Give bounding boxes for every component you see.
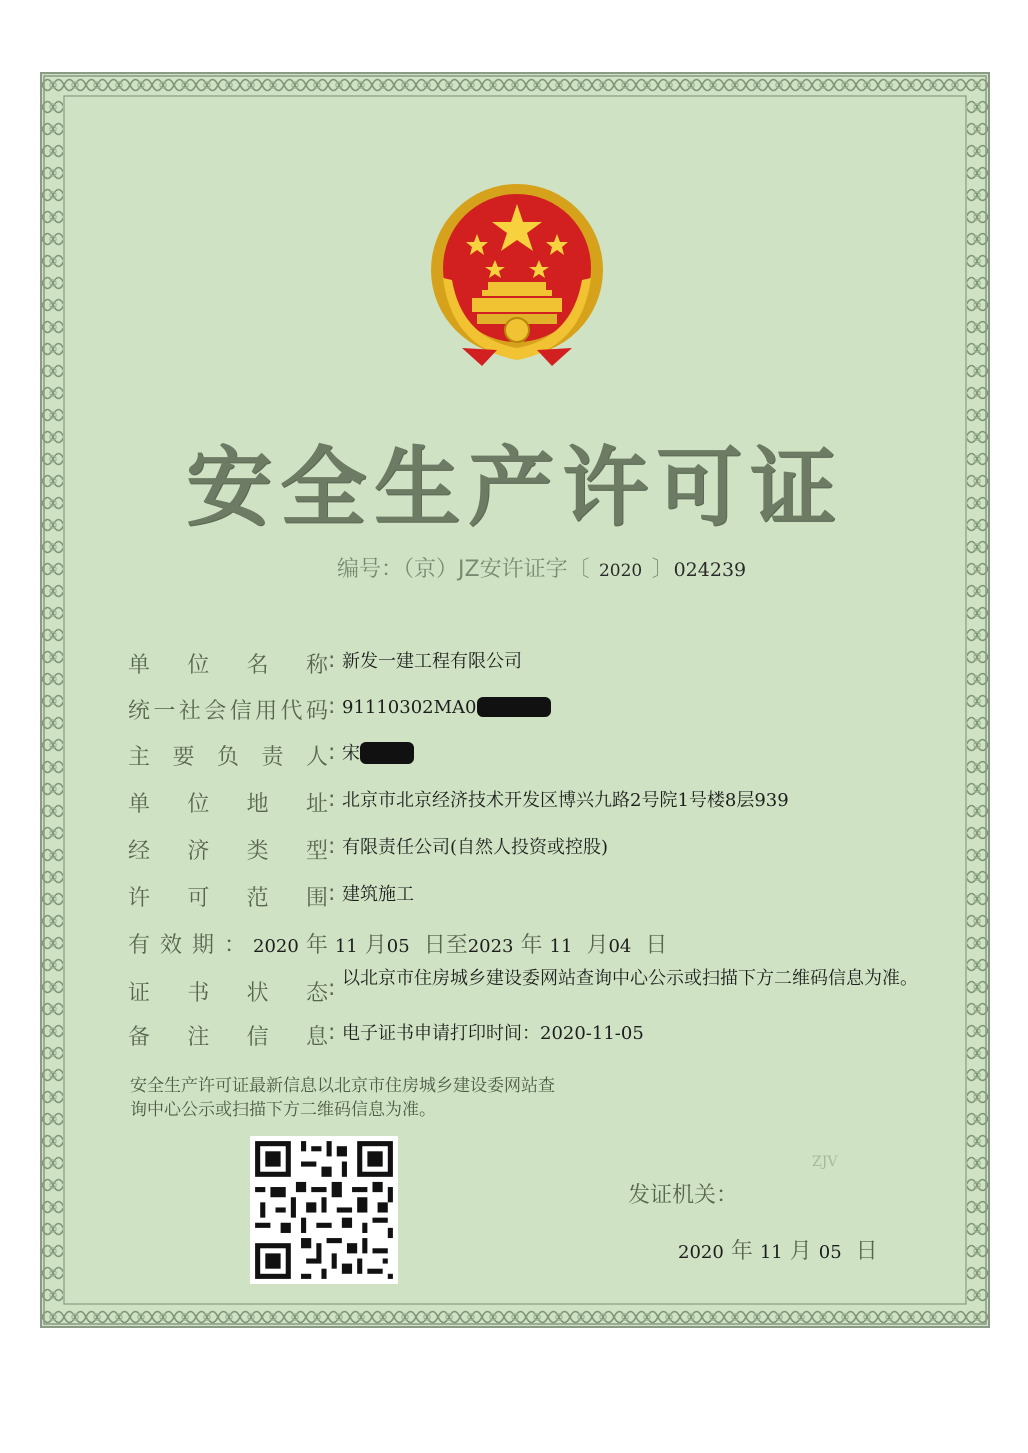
number-year: 2020 [598,561,643,581]
field-validity: 有效期： 2020 年 11 月05 日至2023 年 11 月04 日 [128,933,668,958]
field-label: 经济类型 [128,839,328,864]
validity-to-month: 11 [549,936,573,957]
certificate-number [337,552,746,583]
faint-mark: ZJV [812,1154,838,1170]
certificate-title: 安全生产许可证 [186,438,844,538]
number-serial: 024239 [673,559,747,581]
field-label: 备注信息 [128,1025,328,1050]
validity-label: 有效期 [128,933,225,958]
validity-from-month: 11 [334,936,358,957]
issuing-authority-label: 发证机关： [628,1183,739,1208]
validity-to-day: 04 [608,936,632,957]
national-emblem-icon [422,178,612,378]
field-value: 建筑施工 [342,884,414,905]
field-economic-type: 经济类型 : 有限责任公司(自然人投资或控股) [128,834,609,864]
validity-from-year: 2020 [253,936,299,957]
qr-code-icon[interactable] [250,1136,398,1284]
certificate [40,72,990,1328]
validity-from-day: 05 [386,936,410,957]
field-label: 单位地址 [128,792,328,817]
field-label: 许可范围 [128,886,328,911]
issue-year: 2020 [678,1242,724,1263]
number-suffix: 〕 [651,557,674,582]
field-value: 电子证书申请打印时间：2020-11-05 [342,1023,644,1044]
number-prefix: （京）JZ安许证字〔 [403,557,590,582]
field-principal: 主要负责人 : 宋 [128,740,414,771]
field-label: 主要负责人 [128,745,328,770]
field-remarks: 备注信息 : 电子证书申请打印时间：2020-11-05 [128,1020,644,1050]
field-value: 宋 [342,743,360,764]
field-value: 以北京市住房城乡建设委网站查询中心公示或扫描下方二维码信息为准。 [342,968,918,989]
field-unit-name: 单位名称 : 新发一建工程有限公司 [128,648,522,678]
field-label: 证书状态 [128,981,328,1006]
field-label: 统一社会信用代码 [128,699,328,724]
number-label: 编号： [337,557,404,582]
field-credit-code: 统一社会信用代码 : 91110302MA0 [128,694,551,725]
field-address: 单位地址 : 北京市北京经济技术开发区博兴九路2号院1号楼8层939 [128,787,789,817]
field-label: 单位名称 [128,653,328,678]
field-value: 91110302MA0 [342,697,477,718]
field-value: 北京市北京经济技术开发区博兴九路2号院1号楼8层939 [342,790,789,811]
validity-to-year: 2023 [467,936,514,957]
redaction-mark [360,742,414,764]
issue-date: 2020 年 11 月 05 日 [678,1239,878,1264]
issue-month: 11 [759,1242,783,1263]
field-scope: 许可范围 : 建筑施工 [128,881,414,911]
field-value: 新发一建工程有限公司 [342,651,522,672]
redaction-mark [477,697,551,717]
issue-day: 05 [818,1242,842,1263]
info-note: 安全生产许可证最新信息以北京市住房城乡建设委网站查询中心公示或扫描下方二维码信息为准。 [130,1076,555,1120]
field-status: 证书状态 : 以北京市住房城乡建设委网站查询中心公示或扫描下方二维码信息为准。 [128,968,950,1007]
field-value: 有限责任公司(自然人投资或控股) [342,837,609,858]
